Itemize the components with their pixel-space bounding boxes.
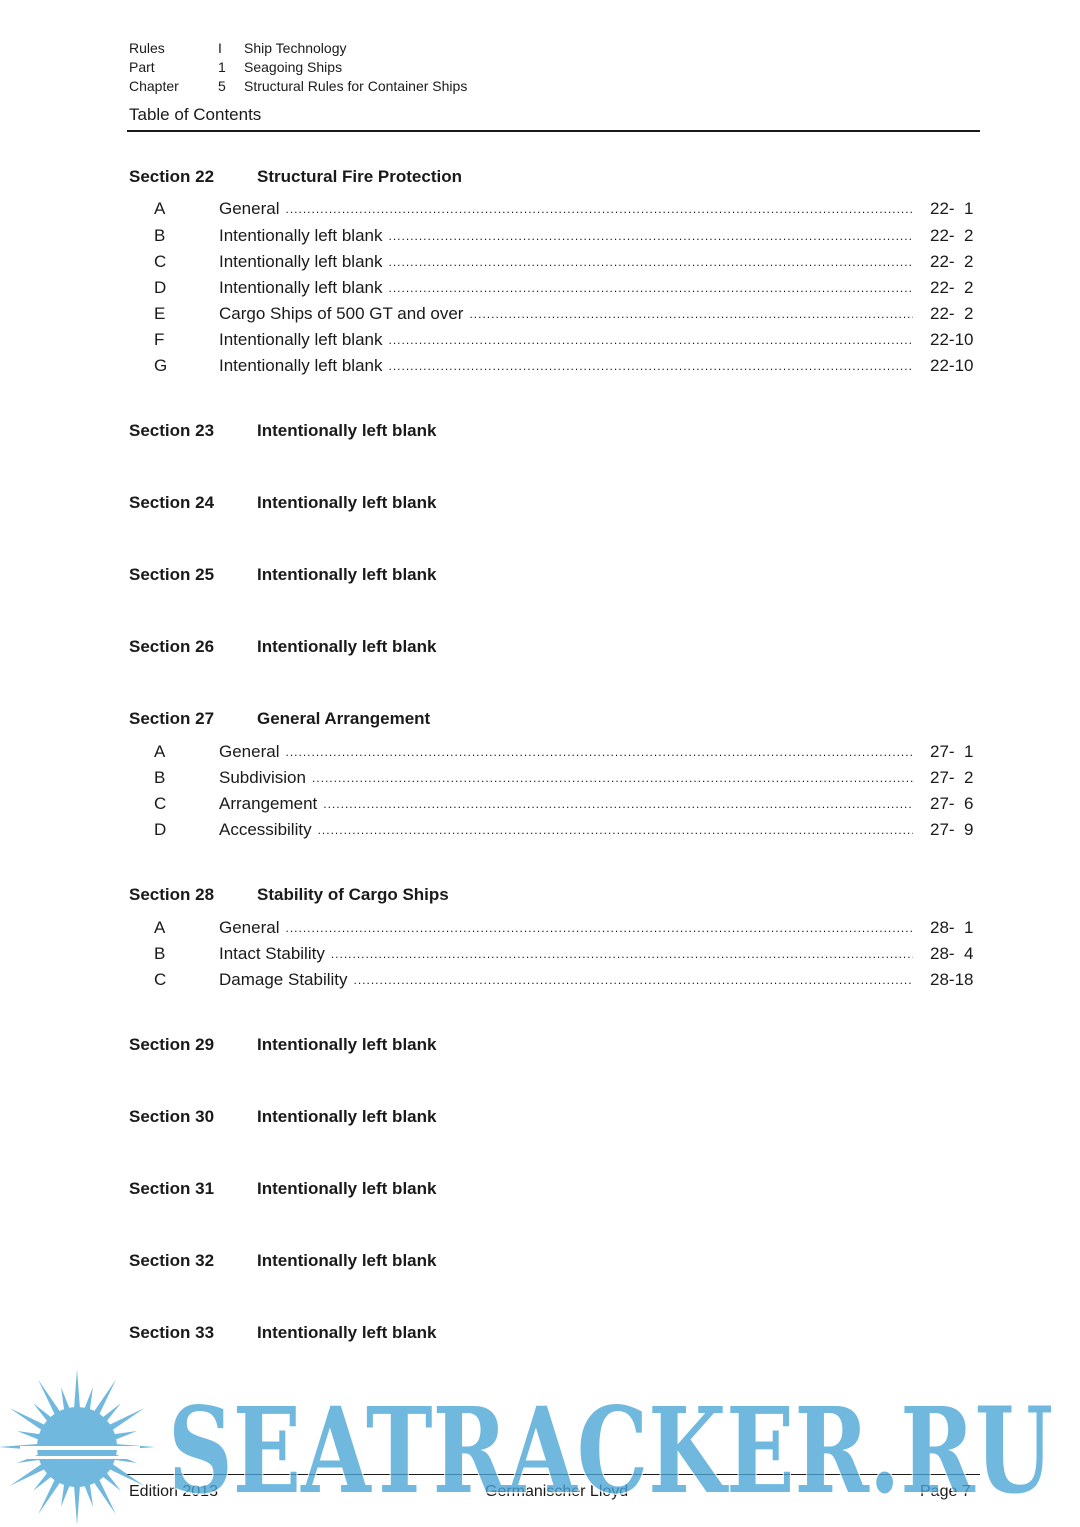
- entry-label: Cargo Ships of 500 GT and over: [219, 304, 469, 324]
- entry-page: 22- 1: [930, 199, 974, 218]
- page-title: Table of Contents: [129, 105, 262, 124]
- entry-label: Intentionally left blank: [219, 278, 389, 298]
- dot-leader: [331, 944, 913, 964]
- entry-letter: F: [154, 330, 165, 349]
- entry-label: Intentionally left blank: [219, 330, 389, 350]
- header-text: Seagoing Ships: [244, 59, 343, 75]
- entry-leader-line: [219, 330, 913, 350]
- dot-leader: [312, 768, 913, 788]
- section-number: Section 32: [129, 1251, 215, 1270]
- entry-letter: D: [154, 820, 167, 839]
- entry-leader-line: [219, 944, 913, 964]
- dot-leader: [469, 304, 913, 324]
- section-number: Section 25: [129, 565, 215, 584]
- entry-label: General: [219, 742, 285, 762]
- footer-page-number: Page 7: [920, 1483, 971, 1500]
- dot-leader: [389, 278, 914, 298]
- entry-leader-line: [219, 356, 913, 376]
- section-title: Stability of Cargo Ships: [257, 885, 449, 904]
- section-title: Intentionally left blank: [257, 1323, 437, 1342]
- toc-entry[interactable]: [154, 918, 980, 938]
- header-divider: [127, 130, 980, 132]
- section-title: General Arrangement: [257, 709, 431, 728]
- toc-entry[interactable]: [154, 970, 980, 990]
- dot-leader: [318, 820, 913, 840]
- toc-entry[interactable]: [154, 278, 980, 298]
- entry-leader-line: [219, 304, 913, 324]
- entry-page: 27- 2: [930, 768, 974, 787]
- entry-page: 22-10: [930, 356, 974, 375]
- footer-edition: Edition 2013: [129, 1483, 218, 1500]
- entry-label: Intact Stability: [219, 944, 331, 964]
- entry-page: 27- 1: [930, 742, 974, 761]
- section-title: Intentionally left blank: [257, 1035, 437, 1054]
- entry-label: General: [219, 918, 285, 938]
- toc-entry[interactable]: [154, 944, 980, 964]
- entry-label: Subdivision: [219, 768, 312, 788]
- entry-page: 28- 4: [930, 944, 974, 963]
- entry-letter: A: [154, 918, 166, 937]
- header-text: Ship Technology: [244, 40, 347, 56]
- entry-label: Intentionally left blank: [219, 252, 389, 272]
- entry-page: 22-10: [930, 330, 974, 349]
- section-number: Section 33: [129, 1323, 215, 1342]
- entry-letter: D: [154, 278, 167, 297]
- section-title: Intentionally left blank: [257, 1251, 437, 1270]
- entry-leader-line: [219, 768, 913, 788]
- toc-entry[interactable]: [154, 199, 980, 219]
- dot-leader: [389, 252, 914, 272]
- header-label: Rules: [129, 40, 165, 56]
- section-number: Section 30: [129, 1107, 215, 1126]
- dot-leader: [389, 356, 914, 376]
- entry-page: 28-18: [930, 970, 974, 989]
- entry-letter: C: [154, 252, 167, 271]
- entry-page: 22- 2: [930, 278, 974, 297]
- toc-entry[interactable]: [154, 304, 980, 324]
- toc-entry[interactable]: [154, 742, 980, 762]
- entry-leader-line: [219, 742, 913, 762]
- entry-letter: B: [154, 226, 166, 245]
- entry-leader-line: [219, 794, 913, 814]
- entry-page: 27- 6: [930, 794, 974, 813]
- toc-entry[interactable]: [154, 794, 980, 814]
- entry-label: Intentionally left blank: [219, 226, 389, 246]
- sun-horizon: [20, 1446, 140, 1450]
- sun-logo-icon: [0, 1369, 155, 1525]
- dot-leader: [354, 970, 913, 990]
- entry-page: 22- 2: [930, 226, 974, 245]
- entry-leader-line: [219, 199, 913, 219]
- dot-leader: [285, 918, 913, 938]
- sun-ray: [74, 1483, 80, 1525]
- entry-leader-line: [219, 278, 913, 298]
- section-title: Intentionally left blank: [257, 1107, 437, 1126]
- entry-page: 22- 2: [930, 304, 974, 323]
- entry-letter: A: [154, 742, 166, 761]
- section-title: Intentionally left blank: [257, 1179, 437, 1198]
- header-number: 5: [218, 78, 226, 94]
- entry-label: Accessibility: [219, 820, 318, 840]
- section-number: Section 23: [129, 421, 215, 440]
- dot-leader: [285, 742, 913, 762]
- header-number: I: [218, 40, 222, 56]
- entry-letter: C: [154, 970, 167, 989]
- entry-letter: G: [154, 356, 168, 375]
- entry-letter: B: [154, 944, 166, 963]
- section-number: Section 26: [129, 637, 215, 656]
- header-label: Chapter: [129, 78, 179, 94]
- toc-entry[interactable]: [154, 768, 980, 788]
- entry-page: 27- 9: [930, 820, 974, 839]
- dot-leader: [389, 330, 914, 350]
- header-number: 1: [218, 59, 226, 75]
- entry-leader-line: [219, 226, 913, 246]
- section-number: Section 22: [129, 167, 215, 186]
- entry-page: 22- 2: [930, 252, 974, 271]
- section-number: Section 24: [129, 493, 215, 512]
- entry-letter: C: [154, 794, 167, 813]
- entry-label: Damage Stability: [219, 970, 354, 990]
- dot-leader: [323, 794, 913, 814]
- section-title: Intentionally left blank: [257, 637, 437, 656]
- section-title: Intentionally left blank: [257, 421, 437, 440]
- section-title: Intentionally left blank: [257, 493, 437, 512]
- entry-leader-line: [219, 970, 913, 990]
- toc-entry[interactable]: [154, 820, 980, 840]
- entry-letter: B: [154, 768, 166, 787]
- header-text: Structural Rules for Container Ships: [244, 78, 468, 94]
- entry-letter: A: [154, 199, 166, 218]
- toc-entry[interactable]: [154, 356, 980, 376]
- section-number: Section 27: [129, 709, 215, 728]
- section-number: Section 29: [129, 1035, 215, 1054]
- footer-publisher: Germanischer Lloyd: [485, 1483, 629, 1500]
- entry-leader-line: [219, 820, 913, 840]
- dot-leader: [389, 226, 914, 246]
- section-number: Section 31: [129, 1179, 215, 1198]
- entry-label: Arrangement: [219, 794, 323, 814]
- entry-label: General: [219, 199, 285, 219]
- section-title: Intentionally left blank: [257, 565, 437, 584]
- toc-entry[interactable]: [154, 252, 980, 272]
- dot-leader: [285, 199, 913, 219]
- entry-page: 28- 1: [930, 918, 974, 937]
- entry-leader-line: [219, 252, 913, 272]
- entry-label: Intentionally left blank: [219, 356, 389, 376]
- watermark-text: SEATRACKER.RU: [168, 1381, 1053, 1520]
- header-label: Part: [129, 59, 155, 75]
- toc-entry[interactable]: [154, 226, 980, 246]
- sun-ray: [74, 1369, 80, 1411]
- watermark: [0, 1368, 1080, 1527]
- entry-leader-line: [219, 918, 913, 938]
- section-title: Structural Fire Protection: [257, 167, 462, 186]
- sun-horizon: [20, 1456, 140, 1459]
- section-number: Section 28: [129, 885, 215, 904]
- entry-letter: E: [154, 304, 166, 323]
- toc-entry[interactable]: [154, 330, 980, 350]
